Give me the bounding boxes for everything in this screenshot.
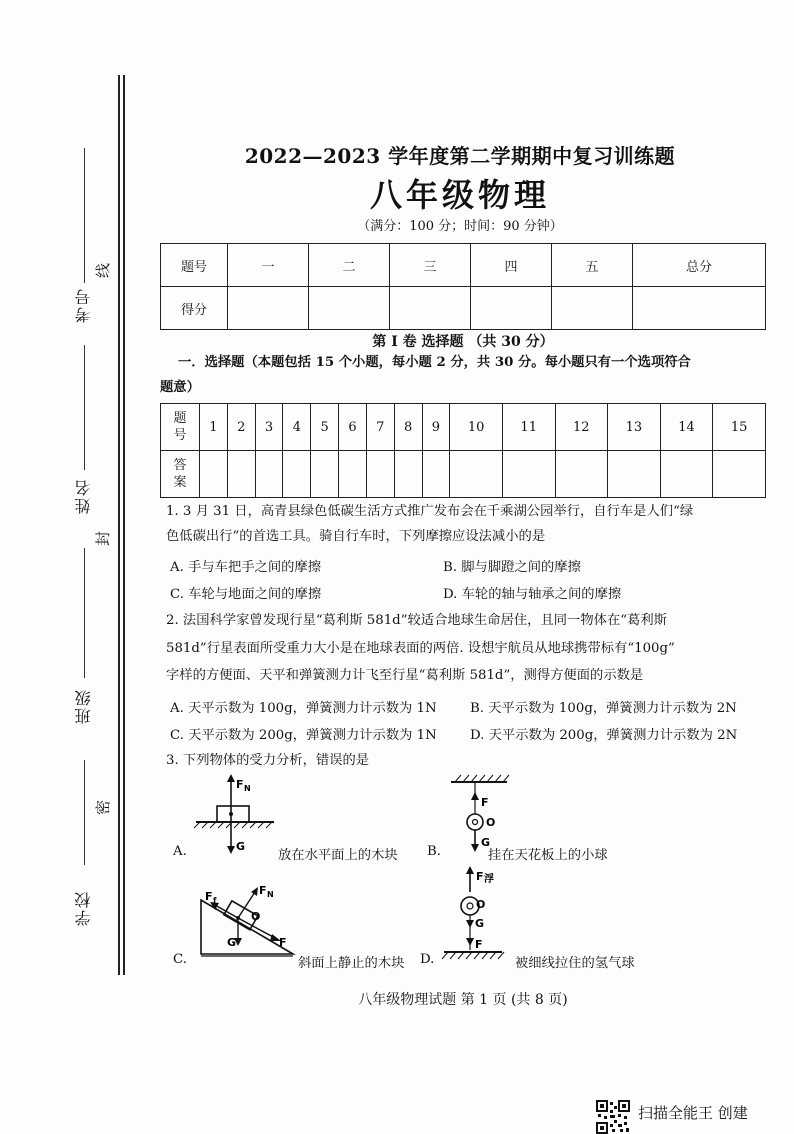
q1-option-c: C. 车轮与地面之间的摩擦 (170, 587, 322, 602)
answer-input-cell[interactable] (450, 451, 503, 498)
q1-line1: 1. 3 月 31 日，高青县绿色低碳生活方式推广发布会在千乘湖公园举行，自行车是人们“绿 (166, 504, 694, 519)
class-label: 班级 (74, 688, 93, 724)
answer-input-cell[interactable] (366, 451, 394, 498)
label-f: F (475, 938, 483, 951)
diagram-c-incline (195, 880, 300, 960)
answer-input-cell[interactable] (555, 451, 608, 498)
answer-number-cell: 8 (394, 404, 422, 451)
score-head-cell: 二 (309, 244, 390, 287)
answer-number-cell: 7 (366, 404, 394, 451)
q3-d-letter: D. (420, 952, 435, 967)
score-head-cell: 三 (390, 244, 471, 287)
diagram-d-balloon (440, 864, 510, 962)
q2-line3: 字样的方便面、天平和弹簧测力计飞至行星“葛利斯 581d”，测得方便面的示数是 (166, 668, 644, 683)
exam-title: 八年级物理 (369, 176, 550, 214)
q3-a-letter: A. (173, 844, 187, 859)
score-cell[interactable] (471, 287, 552, 330)
score-table (160, 243, 766, 330)
diagram-b-ball (445, 770, 515, 855)
answer-number-cell: 5 (311, 404, 339, 451)
exam-note: （满分：100 分；时间：90 分钟） (357, 219, 563, 234)
answer-number-row (161, 404, 766, 451)
qr-code-icon (596, 1100, 630, 1134)
answer-number-cell: 2 (227, 404, 255, 451)
q3-d-caption: 被细线拉住的氢气球 (515, 956, 635, 971)
section-instruction-line1: 一．选择题（本题包括 15 个小题，每小题 2 分，共 30 分。每小题只有一个选项符合 (178, 355, 691, 370)
q3-a-caption: 放在水平面上的木块 (278, 848, 398, 863)
answer-table (160, 403, 766, 498)
diagram-a-block (190, 770, 280, 860)
label-o: O (251, 910, 261, 923)
label-ff: F (205, 890, 213, 903)
class-rule (84, 548, 85, 678)
exam-subtitle: 2022—2023 学年度第二学期期中复习训练题 (244, 144, 676, 168)
answer-input-cell[interactable] (608, 451, 661, 498)
label-fn-sub: N (244, 784, 251, 793)
seal-char-feng: 封 (94, 530, 113, 547)
answer-number-cell: 9 (422, 404, 450, 451)
q1-option-a: A. 手与车把手之间的摩擦 (170, 560, 322, 575)
seal-char-mi: 密 (94, 799, 113, 816)
q2-option-d: D. 天平示数为 200g，弹簧测力计示数为 2N (470, 728, 738, 743)
q2-option-c: C. 天平示数为 200g，弹簧测力计示数为 1N (170, 728, 437, 743)
label-o: O (476, 898, 486, 911)
answer-number-cell: 1 (200, 404, 228, 451)
answer-input-cell[interactable] (339, 451, 367, 498)
answer-head-bottom: 号 (173, 428, 187, 443)
q3-b-letter: B. (427, 844, 441, 859)
score-cell[interactable] (390, 287, 471, 330)
answer-input-cell[interactable] (422, 451, 450, 498)
answer-input-cell[interactable] (311, 451, 339, 498)
score-cell[interactable] (228, 287, 309, 330)
answer-number-cell: 4 (283, 404, 311, 451)
score-cell[interactable] (552, 287, 633, 330)
name-label: 姓名 (74, 478, 93, 514)
answer-number-cell: 15 (713, 404, 766, 451)
label-ffu: F (476, 870, 484, 883)
answer-input-cell[interactable] (713, 451, 766, 498)
q3-c-caption: 斜面上静止的木块 (298, 956, 405, 971)
label-ffu-sub: 浮 (484, 874, 494, 885)
answer-number-cell: 11 (502, 404, 555, 451)
answer-label-cell (161, 451, 200, 498)
answer-number-cell: 12 (555, 404, 608, 451)
score-table-score-row (161, 287, 766, 330)
score-cell[interactable] (633, 287, 766, 330)
label-fn-sub: N (267, 890, 274, 899)
q2-option-b: B. 天平示数为 100g，弹簧测力计示数为 2N (470, 701, 737, 716)
answer-number-cell: 6 (339, 404, 367, 451)
label-f: F (279, 936, 287, 949)
q1-line2: 色低碳出行”的首选工具。骑自行车时，下列摩擦应设法减小的是 (166, 529, 546, 544)
answer-input-cell[interactable] (502, 451, 555, 498)
answer-fill-row (161, 451, 766, 498)
score-row-label: 得分 (161, 287, 228, 330)
label-fn: F (259, 884, 267, 897)
answer-head-top: 题 (173, 411, 187, 426)
score-head-cell: 总分 (633, 244, 766, 287)
answer-input-cell[interactable] (255, 451, 283, 498)
page-footer: 八年级物理试题 第 1 页 (共 8 页) (358, 992, 568, 1008)
q1-option-b: B. 脚与脚蹬之间的摩擦 (443, 560, 581, 575)
label-fn: F (236, 778, 244, 791)
scanner-watermark: 扫描全能王 创建 (638, 1104, 748, 1122)
q3-b-caption: 挂在天花板上的小球 (488, 848, 608, 863)
exam-no-rule (84, 148, 85, 283)
answer-input-cell[interactable] (200, 451, 228, 498)
q2-line1: 2. 法国科学家曾发现行星“葛利斯 581d”较适合地球生命居住，且同一物体在“葛利斯 (166, 613, 667, 628)
school-label: 学校 (74, 890, 93, 926)
binding-line-outer (118, 75, 120, 975)
school-rule (84, 760, 85, 865)
binding-line-inner (123, 75, 125, 975)
name-rule (84, 345, 85, 470)
answer-label-bottom: 案 (173, 475, 187, 490)
answer-number-cell: 14 (660, 404, 713, 451)
section-title: 第 I 卷 选择题 （共 30 分） (372, 334, 554, 350)
q3-c-letter: C. (173, 952, 187, 967)
label-g: G (481, 836, 491, 849)
label-o: O (486, 816, 496, 829)
score-table-header-row (161, 244, 766, 287)
q2-line2: 581d”行星表面所受重力大小是在地球表面的两倍. 设想宇航员从地球携带标有“100g” (166, 641, 675, 656)
answer-input-cell[interactable] (660, 451, 713, 498)
label-f: F (481, 796, 489, 809)
exam-no-label: 考号 (74, 287, 93, 323)
seal-char-line: 线 (94, 262, 113, 279)
score-head-cell: 一 (228, 244, 309, 287)
score-head-cell: 四 (471, 244, 552, 287)
answer-label-top: 答 (173, 458, 187, 473)
section-instruction-line2: 题意） (160, 380, 200, 395)
q1-option-d: D. 车轮的轴与轴承之间的摩擦 (443, 587, 622, 602)
answer-head-cell (161, 404, 200, 451)
label-g: G (236, 840, 246, 853)
q3-stem: 3. 下列物体的受力分析，错误的是 (166, 753, 370, 768)
answer-input-cell[interactable] (283, 451, 311, 498)
answer-number-cell: 3 (255, 404, 283, 451)
score-head-cell: 五 (552, 244, 633, 287)
label-ff-sub: f (213, 896, 217, 905)
answer-input-cell[interactable] (227, 451, 255, 498)
label-g: G (227, 936, 237, 949)
score-head-cell: 题号 (161, 244, 228, 287)
q2-option-a: A. 天平示数为 100g，弹簧测力计示数为 1N (170, 701, 437, 716)
answer-number-cell: 13 (608, 404, 661, 451)
label-g: G (475, 917, 485, 930)
answer-number-cell: 10 (450, 404, 503, 451)
score-cell[interactable] (309, 287, 390, 330)
answer-input-cell[interactable] (394, 451, 422, 498)
